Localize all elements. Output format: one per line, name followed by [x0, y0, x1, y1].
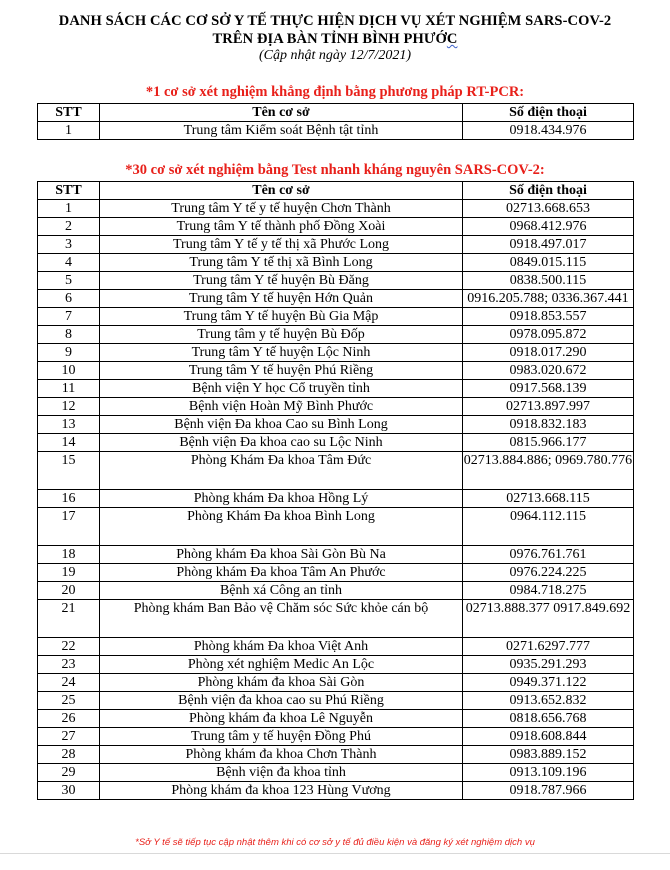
row-facility-name: Trung tâm Y tế huyện Lộc Ninh [100, 344, 463, 362]
row-facility-name: Trung tâm Y tế huyện Bù Gia Mập [100, 308, 463, 326]
row-phone: 0913.109.196 [463, 764, 634, 782]
row-phone: 0917.568.139 [463, 380, 634, 398]
table-header-row [38, 104, 634, 122]
row-facility-name: Phòng Khám Đa khoa Tâm Đức [100, 452, 463, 490]
row-stt: 2 [38, 218, 100, 236]
row-facility-name: Phòng xét nghiệm Medic An Lộc [100, 656, 463, 674]
row-facility-name: Phòng Khám Đa khoa Bình Long [100, 508, 463, 546]
table-row [38, 582, 634, 600]
row-stt: 8 [38, 326, 100, 344]
row-phone: 0949.371.122 [463, 674, 634, 692]
table-row [38, 362, 634, 380]
row-phone: 02713.668.653 [463, 200, 634, 218]
row-stt: 12 [38, 398, 100, 416]
row-phone: 0838.500.115 [463, 272, 634, 290]
table-row [38, 416, 634, 434]
row-facility-name: Bệnh xá Công an tỉnh [100, 582, 463, 600]
document-title-line2 [0, 30, 670, 48]
table-row [38, 308, 634, 326]
row-phone: 02713.668.115 [463, 490, 634, 508]
row-phone: 0913.652.832 [463, 692, 634, 710]
table-row [38, 674, 634, 692]
row-facility-name: Bệnh viện đa khoa cao su Phú Riềng [100, 692, 463, 710]
table-row [38, 380, 634, 398]
rt-pcr-table [37, 103, 634, 140]
table-row [38, 272, 634, 290]
row-stt: 19 [38, 564, 100, 582]
row-stt: 5 [38, 272, 100, 290]
header-name: Tên cơ sở [100, 104, 463, 122]
footer-note: *Sở Y tế sẽ tiếp tục cập nhật thêm khi có cơ sở y tế đủ điều kiện và đăng ký xét nghiệm dịch vụ [135, 837, 535, 848]
row-phone: 0918.608.844 [463, 728, 634, 746]
table-row [38, 656, 634, 674]
table-row [38, 344, 634, 362]
row-phone: 0983.020.672 [463, 362, 634, 380]
row-phone: 0976.224.225 [463, 564, 634, 582]
row-facility-name: Trung tâm Y tế y tế thị xã Phước Long [100, 236, 463, 254]
row-facility-name: Phòng khám đa khoa Lê Nguyễn [100, 710, 463, 728]
header-name: Tên cơ sở [100, 182, 463, 200]
row-phone: 0918.434.976 [463, 122, 634, 140]
row-stt: 1 [38, 122, 100, 140]
row-phone: 0918.832.183 [463, 416, 634, 434]
row-stt: 17 [38, 508, 100, 546]
row-facility-name: Phòng khám Đa khoa Tâm An Phước [100, 564, 463, 582]
row-phone: 0968.412.976 [463, 218, 634, 236]
header-phone: Số điện thoại [463, 182, 634, 200]
row-phone: 0818.656.768 [463, 710, 634, 728]
row-stt: 27 [38, 728, 100, 746]
row-facility-name: Trung tâm Y tế thị xã Bình Long [100, 254, 463, 272]
rapid-test-table [37, 181, 634, 800]
table-row [38, 508, 634, 546]
table-row [38, 236, 634, 254]
row-facility-name: Bệnh viện Y học Cổ truyền tỉnh [100, 380, 463, 398]
row-stt: 28 [38, 746, 100, 764]
table-row [38, 490, 634, 508]
row-stt: 13 [38, 416, 100, 434]
row-phone: 0918.017.290 [463, 344, 634, 362]
bottom-divider [0, 853, 670, 854]
title-line2-end: C [446, 31, 458, 47]
row-facility-name: Bệnh viện Đa khoa Cao su Bình Long [100, 416, 463, 434]
row-phone: 0984.718.275 [463, 582, 634, 600]
row-facility-name: Phòng khám đa khoa 123 Hùng Vương [100, 782, 463, 800]
table-row [38, 728, 634, 746]
row-phone: 0916.205.788; 0336.367.441 [463, 290, 634, 308]
row-stt: 18 [38, 546, 100, 564]
row-stt: 23 [38, 656, 100, 674]
header-stt: STT [38, 182, 100, 200]
row-phone: 0964.112.115 [463, 508, 634, 546]
row-phone: 0983.889.152 [463, 746, 634, 764]
title-line2-main: TRÊN ĐỊA BÀN TỈNH BÌNH PHƯỚ [212, 31, 447, 47]
document-title-line1: DANH SÁCH CÁC CƠ SỞ Y TẾ THỰC HIỆN DỊCH VỤ XÉT NGHIỆM SARS-COV-2 [58, 13, 612, 29]
header-stt: STT [38, 104, 100, 122]
row-stt: 3 [38, 236, 100, 254]
table-row [38, 290, 634, 308]
row-stt: 1 [38, 200, 100, 218]
row-facility-name: Trung tâm Y tế huyện Phú Riềng [100, 362, 463, 380]
row-facility-name: Bệnh viện Đa khoa cao su Lộc Ninh [100, 434, 463, 452]
row-stt: 15 [38, 452, 100, 490]
row-phone: 0918.853.557 [463, 308, 634, 326]
table-row [38, 398, 634, 416]
row-facility-name: Trung tâm y tế huyện Bù Đốp [100, 326, 463, 344]
row-facility-name: Phòng khám Đa khoa Sài Gòn Bù Na [100, 546, 463, 564]
row-stt: 6 [38, 290, 100, 308]
table-row [38, 564, 634, 582]
table-row [38, 600, 634, 638]
row-stt: 9 [38, 344, 100, 362]
row-facility-name: Phòng khám Ban Bảo vệ Chăm sóc Sức khỏe cán bộ [100, 600, 463, 638]
row-facility-name: Phòng khám đa khoa Sài Gòn [100, 674, 463, 692]
header-phone: Số điện thoại [463, 104, 634, 122]
table-row [38, 746, 634, 764]
row-stt: 22 [38, 638, 100, 656]
table-row [38, 122, 634, 140]
table-row [38, 434, 634, 452]
table-row [38, 546, 634, 564]
row-facility-name: Phòng khám đa khoa Chơn Thành [100, 746, 463, 764]
table-row [38, 764, 634, 782]
table-header-row [38, 182, 634, 200]
row-stt: 10 [38, 362, 100, 380]
row-facility-name: Trung tâm Y tế y tế huyện Chơn Thành [100, 200, 463, 218]
update-date: (Cập nhật ngày 12/7/2021) [258, 48, 412, 63]
row-phone: 0918.497.017 [463, 236, 634, 254]
table-row [38, 710, 634, 728]
row-stt: 14 [38, 434, 100, 452]
table-row [38, 692, 634, 710]
row-phone: 0918.787.966 [463, 782, 634, 800]
row-phone: 02713.888.377 0917.849.692 [463, 600, 634, 638]
row-stt: 25 [38, 692, 100, 710]
table-row [38, 782, 634, 800]
row-phone: 0815.966.177 [463, 434, 634, 452]
row-phone: 02713.897.997 [463, 398, 634, 416]
row-facility-name: Trung tâm Y tế huyện Bù Đăng [100, 272, 463, 290]
row-facility-name: Bệnh viện Hoàn Mỹ Bình Phước [100, 398, 463, 416]
table-row [38, 218, 634, 236]
row-phone: 0849.015.115 [463, 254, 634, 272]
row-facility-name: Trung tâm Y tế huyện Hớn Quản [100, 290, 463, 308]
row-facility-name: Trung tâm Kiểm soát Bệnh tật tỉnh [100, 122, 463, 140]
row-facility-name: Phòng khám Đa khoa Hồng Lý [100, 490, 463, 508]
row-stt: 7 [38, 308, 100, 326]
row-stt: 26 [38, 710, 100, 728]
row-facility-name: Trung tâm y tế huyện Đồng Phú [100, 728, 463, 746]
row-facility-name: Trung tâm Y tế thành phố Đồng Xoài [100, 218, 463, 236]
row-facility-name: Phòng khám Đa khoa Việt Anh [100, 638, 463, 656]
row-stt: 20 [38, 582, 100, 600]
row-facility-name: Bệnh viện đa khoa tỉnh [100, 764, 463, 782]
row-stt: 11 [38, 380, 100, 398]
table-row [38, 326, 634, 344]
table-row [38, 254, 634, 272]
row-stt: 30 [38, 782, 100, 800]
table-row [38, 200, 634, 218]
row-stt: 16 [38, 490, 100, 508]
table-row [38, 452, 634, 490]
row-stt: 21 [38, 600, 100, 638]
row-phone: 0976.761.761 [463, 546, 634, 564]
section2-heading: *30 cơ sở xét nghiệm bằng Test nhanh kháng nguyên SARS-COV-2: [125, 162, 545, 178]
row-phone: 02713.884.886; 0969.780.776 [463, 452, 634, 490]
row-phone: 0935.291.293 [463, 656, 634, 674]
row-stt: 24 [38, 674, 100, 692]
row-phone: 0271.6297.777 [463, 638, 634, 656]
row-phone: 0978.095.872 [463, 326, 634, 344]
row-stt: 29 [38, 764, 100, 782]
row-stt: 4 [38, 254, 100, 272]
table-row [38, 638, 634, 656]
section1-heading: *1 cơ sở xét nghiệm khẳng định bằng phương pháp RT-PCR: [145, 84, 525, 100]
